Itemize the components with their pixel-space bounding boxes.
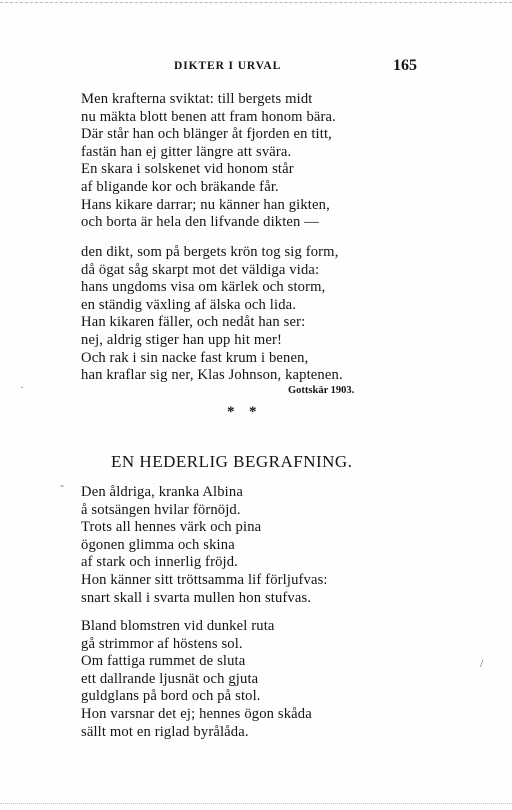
verse-line: Om fattiga rummet de sluta <box>81 653 246 670</box>
verse-line: fastän han ej gitter längre att svära. <box>81 143 292 160</box>
verse-line: snart skall i svarta mullen hon stufvas. <box>81 589 312 606</box>
stanza-2 <box>81 244 343 385</box>
verse-line: hans ungdoms visa om kärlek och storm, <box>81 279 326 296</box>
verse-line: En skara i solskenet vid honom står <box>81 161 294 178</box>
page-bottom-edge <box>0 803 512 804</box>
verse-line: af bligande kor och bräkande får. <box>81 178 279 195</box>
scan-speck: - <box>60 478 64 492</box>
verse-line: ögonen glimma och skina <box>81 536 235 553</box>
stanza-1 <box>81 91 336 232</box>
verse-line: en ständig växling af älska och lida. <box>81 296 297 313</box>
divider-asterisk: * <box>249 404 257 420</box>
verse-line: Hon känner sitt tröttsamma lif förljufvas: <box>81 571 328 588</box>
scan-speck: · <box>20 380 24 394</box>
verse-line: Där står han och blänger åt fjorden en titt, <box>81 126 332 143</box>
verse-line: Den åldriga, kranka Albina <box>81 484 243 500</box>
verse-line: å sotsängen hvilar förnöjd. <box>81 501 241 518</box>
poem-signature: Gottskär 1903. <box>288 385 355 396</box>
verse-line: Han kikaren fäller, och nedåt han ser: <box>81 314 306 331</box>
stanza-3 <box>81 484 328 607</box>
verse-line: af stark och innerlig fröjd. <box>81 554 238 571</box>
scan-speck: / <box>480 656 484 670</box>
stanza-4 <box>81 618 312 741</box>
page-top-edge <box>0 2 512 3</box>
divider-asterisk: * <box>227 404 235 420</box>
verse-line: ett dallrande ljusnät och gjuta <box>81 670 259 687</box>
verse-line: guldglans på bord och på stol. <box>81 688 261 705</box>
verse-line: nu mäkta blott benen att fram honom bära. <box>81 108 336 125</box>
page-number: 165 <box>393 57 417 74</box>
verse-line: gå strimmor af höstens sol. <box>81 635 243 652</box>
running-head <box>0 57 512 77</box>
verse-line: Hon varsnar det ej; hennes ögon skåda <box>81 705 312 722</box>
poem-title: EN HEDERLIG BEGRAFNING. <box>111 452 353 471</box>
running-head-title: DIKTER I URVAL <box>174 60 282 72</box>
verse-line: Trots all hennes värk och pina <box>81 519 262 536</box>
section-divider <box>0 404 512 420</box>
verse-line: Men krafterna sviktat: till bergets midt <box>81 91 313 107</box>
verse-line: han kraflar sig ner, Klas Johnson, kaptenen. <box>81 367 343 384</box>
verse-line: den dikt, som på bergets krön tog sig form, <box>81 244 339 260</box>
verse-line: Och rak i sin nacke fast krum i benen, <box>81 349 309 366</box>
verse-line: nej, aldrig stiger han upp hit mer! <box>81 331 282 348</box>
verse-line: då ögat såg skarpt mot det väldiga vida: <box>81 261 320 278</box>
verse-line: sällt mot en riglad byrålåda. <box>81 723 249 740</box>
verse-line: Hans kikare darrar; nu känner han gikten, <box>81 196 330 213</box>
verse-line: Bland blomstren vid dunkel ruta <box>81 618 275 634</box>
verse-line: och borta är hela den lifvande dikten — <box>81 214 320 231</box>
